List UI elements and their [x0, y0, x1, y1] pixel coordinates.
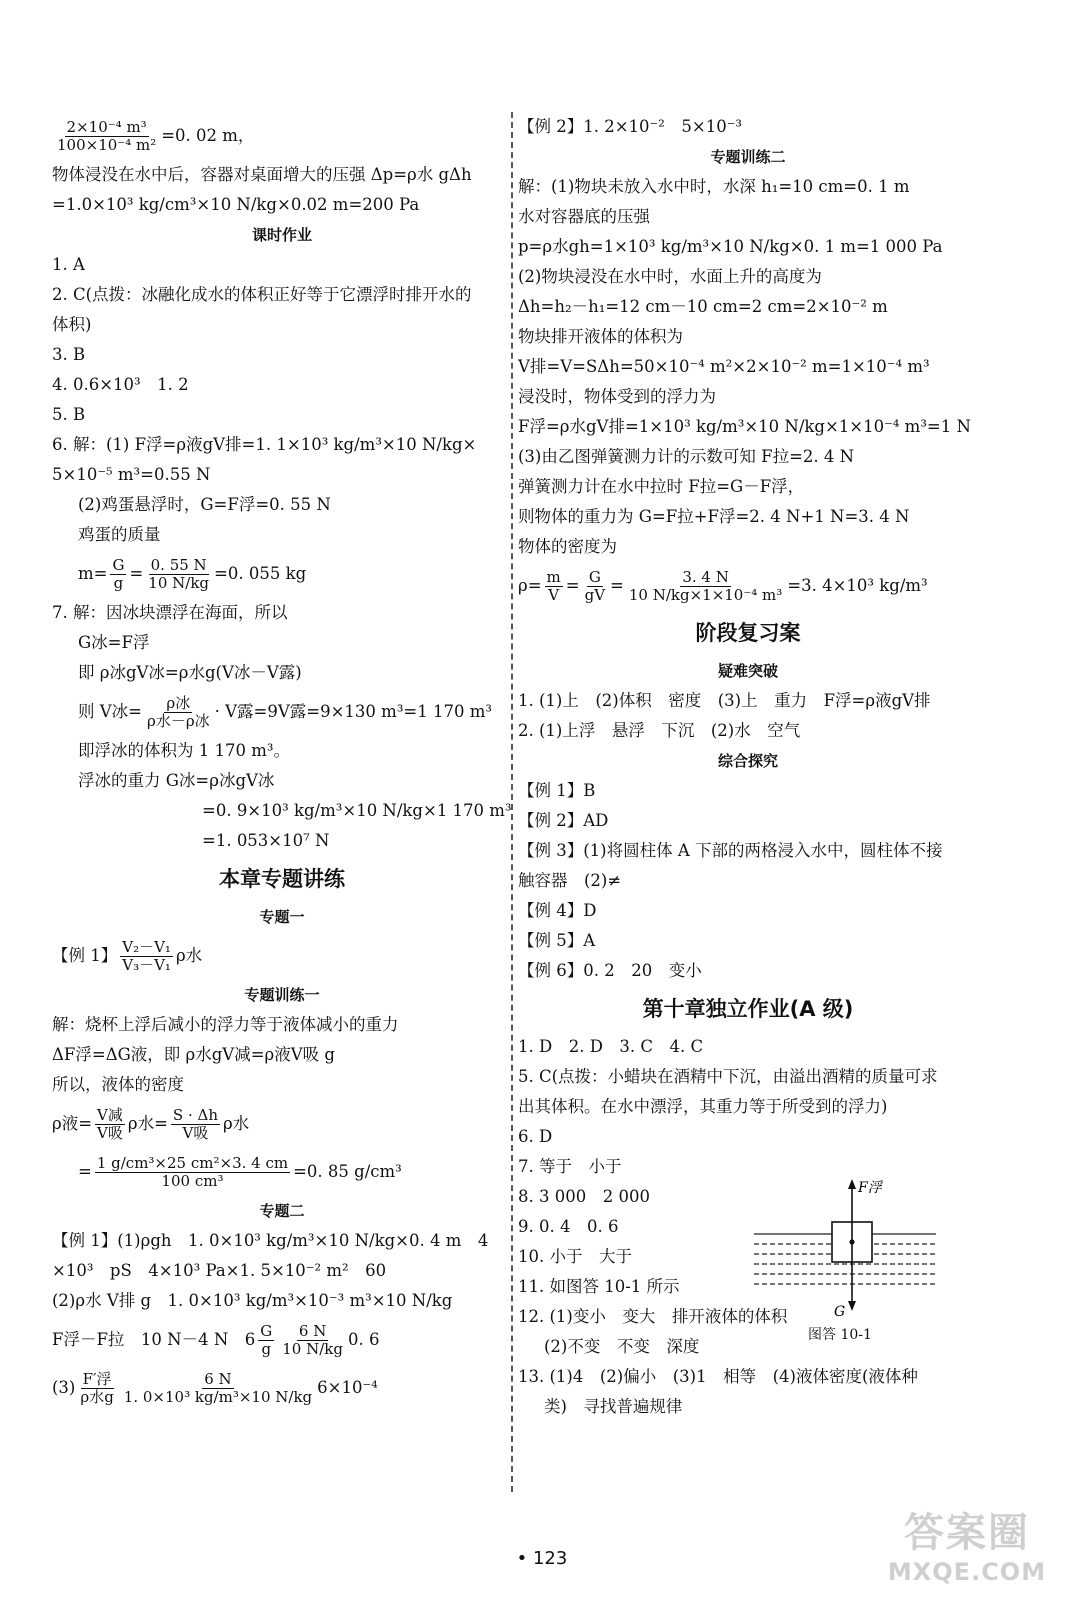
- chapter-heading: 阶段复习案: [695, 620, 801, 645]
- answer-line: 浮冰的重力 G冰=ρ冰gV冰: [78, 770, 275, 790]
- text: 0. 6: [347, 1329, 380, 1349]
- section-heading: 综合探究: [717, 751, 778, 770]
- section-heading: 课时作业: [251, 225, 312, 244]
- answer-line: =0. 9×10³ kg/m³×10 N/kg×1 170 m³: [202, 800, 512, 820]
- answer-line: 即浮冰的体积为 1 170 m³。: [78, 740, 290, 760]
- text: (3): [52, 1377, 76, 1397]
- answer-line: 【例 5】A: [518, 930, 596, 950]
- formula-line: [52, 932, 512, 980]
- denominator: 10 N/kg: [148, 573, 210, 592]
- denominator: V: [548, 585, 560, 604]
- answer-line: 【例 2】AD: [518, 810, 609, 830]
- denominator: V吸: [182, 1123, 209, 1142]
- numerator: 0. 55 N: [150, 555, 207, 574]
- text-line: 物体浸没在水中后，容器对桌面增大的压强 Δp=ρ水 gΔh: [52, 164, 472, 184]
- answer-line: 物块排开液体的体积为: [518, 326, 683, 346]
- answer-line: 【例 3】(1)将圆柱体 A 下部的两格浸入水中，圆柱体不接: [518, 840, 943, 860]
- arrow-head-down-icon: [848, 1301, 856, 1311]
- denominator: ρ水g: [80, 1387, 114, 1406]
- section-heading: 专题训练一: [244, 985, 320, 1004]
- fraction: [110, 555, 126, 592]
- text: ρ水: [222, 1113, 250, 1133]
- fraction: [171, 1105, 220, 1142]
- denominator: V吸: [97, 1123, 123, 1142]
- answer-line: 10. 小于 大于: [518, 1246, 632, 1266]
- answer-line: 鸡蛋的质量: [78, 524, 161, 544]
- answer-line: 类) 寻找普遍规律: [544, 1396, 683, 1416]
- formula-line: [52, 550, 512, 598]
- fraction: [258, 1321, 274, 1358]
- text: m=: [78, 563, 108, 583]
- denominator: 1. 0×10³ kg/m³×10 N/kg: [123, 1387, 313, 1406]
- numerator: V₂－V₁: [122, 937, 171, 956]
- denominator: 100 cm³: [161, 1171, 224, 1190]
- denominator: gV: [584, 585, 606, 604]
- center-point: [849, 1239, 854, 1244]
- answer-line: 7. 解：因冰块漂浮在海面，所以: [52, 602, 288, 622]
- equals-sign: =: [610, 575, 624, 595]
- formula-line: [52, 1100, 512, 1148]
- fraction: [95, 1153, 290, 1190]
- answer-line: =1. 053×10⁷ N: [202, 830, 330, 850]
- answer-line: 3. B: [52, 344, 86, 364]
- numerator: G: [260, 1321, 273, 1340]
- answer-line: (3)由乙图弹簧测力计的示数可知 F拉=2. 4 N: [518, 446, 855, 466]
- text: =: [129, 563, 144, 583]
- answer-line: 物体的密度为: [518, 536, 617, 556]
- answer-line: (2)物块浸没在水中时，水面上升的高度为: [518, 266, 822, 286]
- numerator: S · Δh: [172, 1105, 218, 1124]
- answer-line: Δh=h₂－h₁=12 cm－10 cm=2 cm=2×10⁻² m: [518, 296, 888, 316]
- numerator: G: [588, 567, 601, 586]
- section-heading: 疑难突破: [717, 661, 778, 680]
- answer-line: 11. 如图答 10-1 所示: [518, 1276, 680, 1296]
- text: 6×10⁻⁴: [317, 1377, 378, 1397]
- figure-caption: 图答 10-1: [808, 1327, 872, 1343]
- text-line: =1.0×10³ kg/cm³×10 N/kg×0.02 m=200 Pa: [52, 194, 420, 214]
- formula-line: [52, 688, 512, 736]
- answer-line: 1. A: [52, 254, 85, 274]
- answer-line: (2)ρ水 V排 g 1. 0×10³ kg/m³×10⁻³ m³×10 N/kg: [52, 1290, 453, 1310]
- answer-line: F浮=ρ水gV排=1×10³ kg/m³×10 N/kg×1×10⁻⁴ m³=1 N: [518, 416, 971, 436]
- answer-line: 13. (1)4 (2)偏小 (3)1 相等 (4)液体密度(液体种: [518, 1366, 918, 1386]
- answer-line: 2. (1)上浮 悬浮 下沉 (2)水 空气: [518, 720, 801, 740]
- page-number: • 123: [516, 1548, 568, 1569]
- answer-line: (2)鸡蛋悬浮时，G=F浮=0. 55 N: [78, 494, 331, 514]
- text: ρ液=: [52, 1113, 93, 1133]
- fraction: [280, 1321, 345, 1358]
- answer-line: 【例 2】1. 2×10⁻² 5×10⁻³: [518, 116, 743, 136]
- force-down-label: G: [834, 1304, 846, 1320]
- formula-line: [52, 1148, 512, 1196]
- fraction: [95, 1105, 125, 1142]
- denominator: 10 N/kg×1×10⁻⁴ m³: [628, 585, 783, 604]
- answer-line: 即 ρ冰gV冰=ρ水g(V冰－V露): [78, 662, 302, 682]
- formula-line: [52, 1316, 512, 1364]
- numerator: 6 N: [204, 1369, 232, 1388]
- numerator: 3. 4 N: [682, 567, 729, 586]
- section-heading: 专题二: [259, 1201, 305, 1220]
- answer-line: 所以，液体的密度: [52, 1074, 184, 1094]
- answer-line: ΔF浮=ΔG液，即 ρ水gV减=ρ液V吸 g: [52, 1044, 335, 1064]
- numerator: 6 N: [298, 1321, 327, 1340]
- numerator: F′浮: [82, 1369, 112, 1388]
- answer-line: 体积): [52, 314, 92, 334]
- answer-line: 5×10⁻⁵ m³=0.55 N: [52, 464, 211, 484]
- text: ρ水=: [127, 1113, 168, 1133]
- arrow-head-up-icon: [848, 1179, 856, 1189]
- answer-line: 7. 等于 小于: [518, 1156, 622, 1176]
- fraction: [120, 937, 173, 974]
- denominator: V₃－V₁: [122, 955, 171, 974]
- numerator: G: [112, 555, 125, 574]
- answer-line: 【例 1】(1)ρgh 1. 0×10³ kg/m³×10 N/kg×0. 4 m 4: [52, 1230, 489, 1250]
- equals-sign: =: [565, 575, 580, 595]
- answer-line: 浸没时，物体受到的浮力为: [518, 386, 716, 406]
- answer-line: 4. 0.6×10³ 1. 2: [52, 374, 189, 394]
- numerator: 1 g/cm³×25 cm²×3. 4 cm: [96, 1153, 289, 1172]
- fraction: [122, 1369, 314, 1406]
- section-heading: 专题训练二: [710, 147, 786, 166]
- answer-line: 【例 6】0. 2 20 变小: [518, 960, 702, 980]
- answer-line: 解：(1)物块未放入水中时，水深 h₁=10 cm=0. 1 m: [518, 176, 910, 196]
- denominator: ρ水－ρ冰: [147, 711, 210, 730]
- answer-line: 出其体积。在水中漂浮，其重力等于所受到的浮力): [518, 1096, 888, 1116]
- numerator: 2×10⁻⁴ m³: [66, 117, 147, 136]
- denominator: 10 N/kg: [282, 1339, 343, 1358]
- text: 则 V冰=: [78, 701, 142, 721]
- text: ρ水: [175, 945, 203, 965]
- denominator: 100×10⁻⁴ m²: [57, 135, 157, 154]
- text: =0. 02 m，: [161, 125, 255, 145]
- numerator: ρ冰: [166, 693, 191, 712]
- answer-line: ×10³ pS 4×10³ Pa×1. 5×10⁻² m² 60: [52, 1260, 387, 1280]
- denominator: g: [261, 1339, 272, 1358]
- denominator: g: [113, 573, 124, 592]
- text: =: [78, 1161, 92, 1181]
- chapter-heading: 本章专题讲练: [219, 866, 345, 891]
- force-diagram-figure: [740, 1176, 940, 1344]
- text: =0. 055 kg: [214, 563, 307, 583]
- answer-line: 12. (1)变小 变大 排开液体的体积: [518, 1306, 788, 1326]
- text: · V露=9V露=9×130 m³=1 170 m³: [214, 701, 492, 721]
- fraction: [145, 693, 212, 730]
- numerator: m: [546, 567, 561, 586]
- watermark-logo: [872, 1501, 1062, 1586]
- force-up-label: F浮: [858, 1180, 882, 1196]
- answer-line: G冰=F浮: [78, 632, 150, 652]
- answer-line: 6. D: [518, 1126, 553, 1146]
- formula-line: [52, 112, 512, 160]
- answer-line: p=ρ水gh=1×10³ kg/m³×10 N/kg×0. 1 m=1 000 Pa: [518, 236, 943, 256]
- fraction: [55, 117, 158, 154]
- numerator: V减: [97, 1105, 123, 1124]
- text: =3. 4×10³ kg/m³: [787, 575, 928, 595]
- force-diagram: [740, 1176, 940, 1326]
- fraction: [146, 555, 211, 592]
- answer-line: 6. 解：(1) F浮=ρ液gV排=1. 1×10³ kg/m³×10 N/kg×: [52, 434, 477, 454]
- left-column: [52, 112, 512, 1412]
- answer-line: 5. C(点拨：小蜡块在酒精中下沉，由溢出酒精的质量可求: [518, 1066, 938, 1086]
- answer-line: 【例 4】D: [518, 900, 597, 920]
- fraction: [627, 567, 784, 604]
- fraction: [78, 1369, 115, 1406]
- formula-line: [518, 562, 978, 610]
- formula-line: [52, 1364, 512, 1412]
- answer-line: V排=V=SΔh=50×10⁻⁴ m²×2×10⁻² m=1×10⁻⁴ m³: [518, 356, 930, 376]
- answer-line: 弹簧测力计在水中拉时 F拉=G－F浮，: [518, 476, 805, 496]
- answer-line: 9. 0. 4 0. 6: [518, 1216, 619, 1236]
- text: F浮－F拉 10 N－4 N 6: [52, 1329, 256, 1349]
- section-heading: 专题一: [259, 907, 305, 926]
- fraction: [545, 567, 563, 604]
- answer-line: (2)不变 不变 深度: [544, 1336, 700, 1356]
- answer-line: 8. 3 000 2 000: [518, 1186, 650, 1206]
- answer-line: 1. D 2. D 3. C 4. C: [518, 1036, 704, 1056]
- watermark-top: 答案圈: [904, 1510, 1030, 1556]
- text: ρ=: [518, 575, 542, 595]
- fraction: [583, 567, 607, 604]
- answer-line: 则物体的重力为 G=F拉+F浮=2. 4 N+1 N=3. 4 N: [518, 506, 910, 526]
- answer-line: 【例 1】B: [518, 780, 596, 800]
- answer-line: 2. C(点拨：冰融化成水的体积正好等于它漂浮时排开水的: [52, 284, 472, 304]
- text: =0. 85 g/cm³: [293, 1161, 402, 1181]
- answer-line: 水对容器底的压强: [518, 206, 650, 226]
- answer-line: 1. (1)上 (2)体积 密度 (3)上 重力 F浮=ρ液gV排: [518, 690, 931, 710]
- answer-line: 触容器 (2)≠: [518, 870, 622, 890]
- answer-line: 解：烧杯上浮后减小的浮力等于液体减小的重力: [52, 1014, 399, 1034]
- text: 【例 1】: [52, 945, 118, 965]
- chapter-heading: 第十章独立作业(A 级): [642, 996, 854, 1021]
- answer-line: 5. B: [52, 404, 86, 424]
- watermark-bottom: MXQE.COM: [887, 1558, 1047, 1586]
